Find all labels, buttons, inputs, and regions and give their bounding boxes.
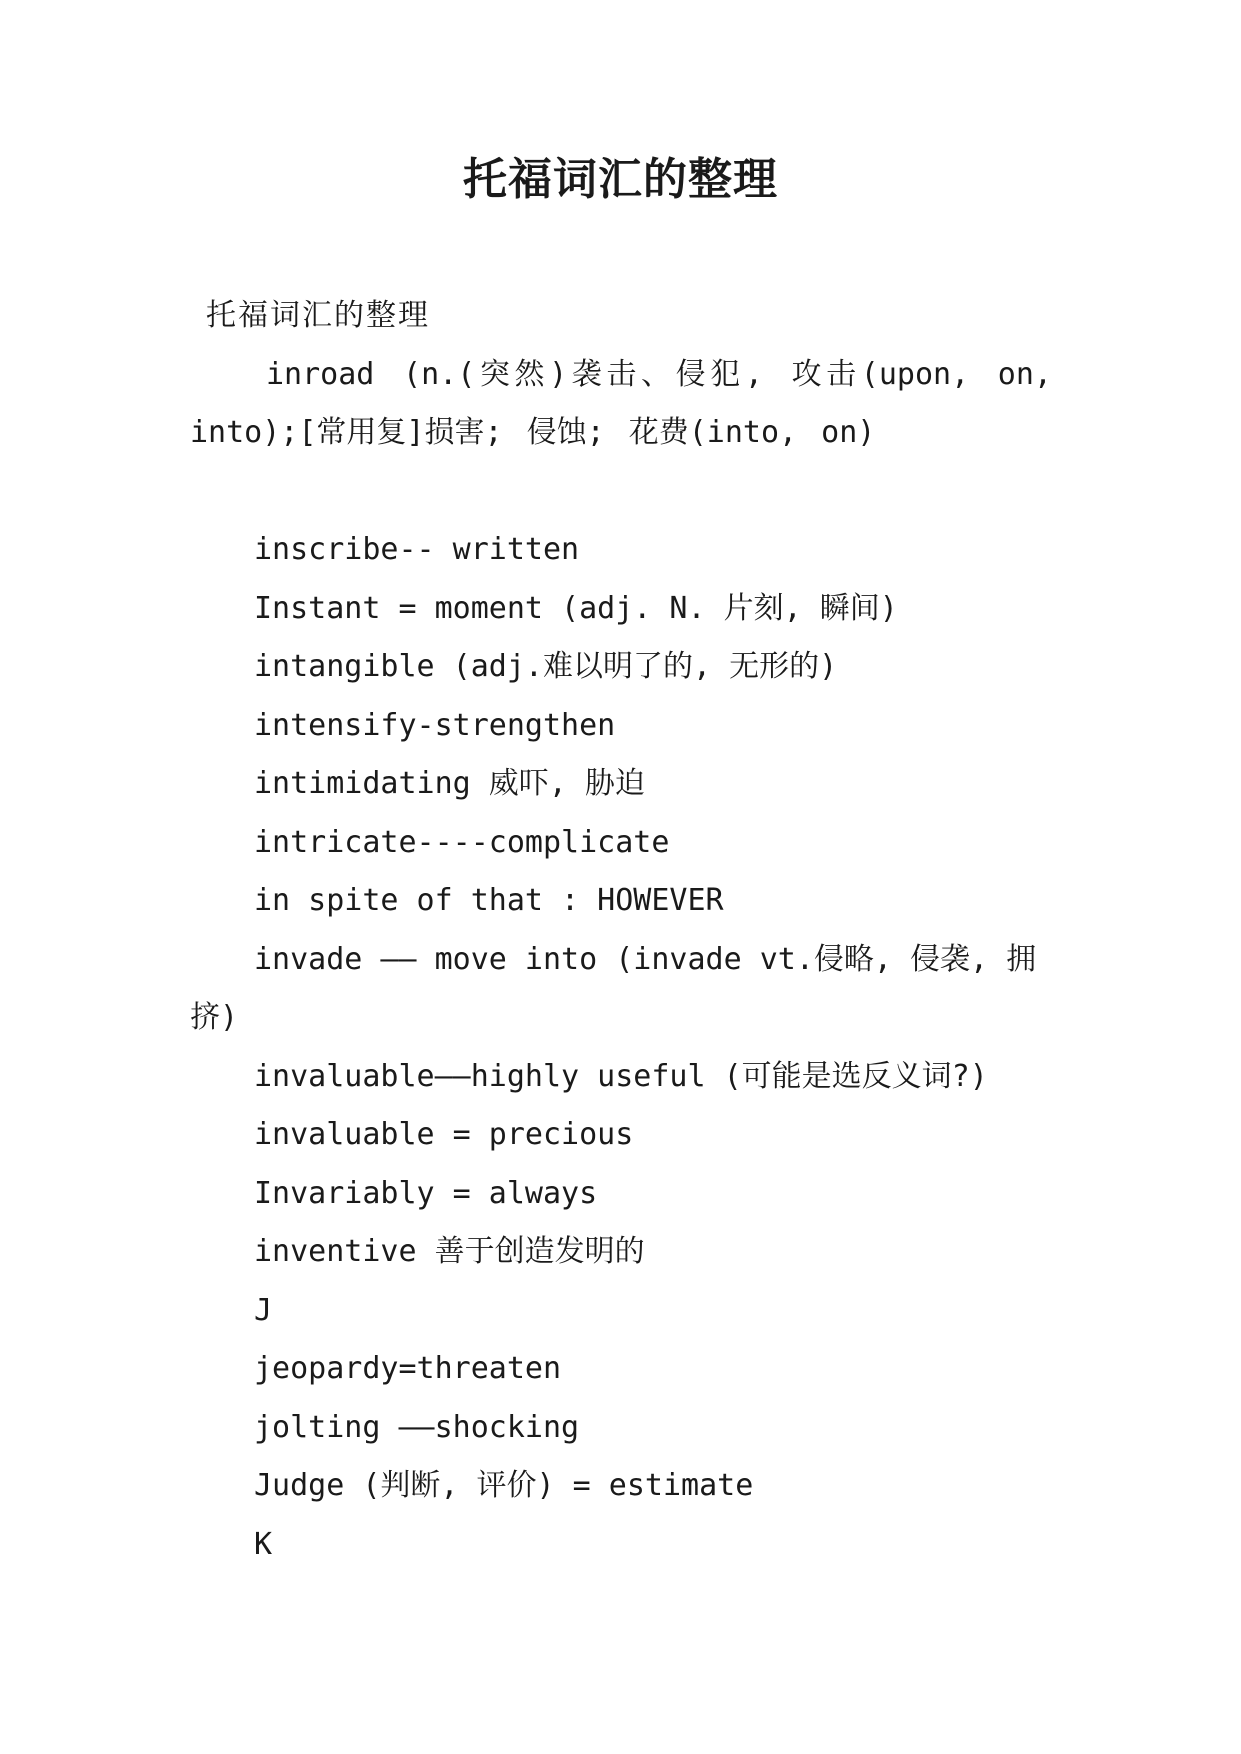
vocab-entry: intensify-strengthen <box>254 707 616 743</box>
blank-line <box>190 463 1052 522</box>
vocab-entry: Instant = moment (adj. N. 片刻, 瞬间) <box>254 590 898 626</box>
vocab-entry: Judge (判断, 评价) = estimate <box>254 1468 754 1503</box>
vocab-entry: jolting ——shocking <box>254 1409 580 1445</box>
vocab-entry: in spite of that : HOWEVER <box>254 883 724 918</box>
vocab-entry: intangible (adj.难以明了的, 无形的) <box>254 649 838 684</box>
vocab-entry: invade —— move into (invade vt.侵略, 侵袭, 拥挤) <box>190 941 1037 1035</box>
letter-heading: J <box>254 1292 273 1328</box>
vocab-entry: intimidating 威吓, 胁迫 <box>254 766 645 801</box>
vocab-entry: Invariably = always <box>254 1175 598 1211</box>
vocab-entry: jeopardy=threaten <box>254 1351 562 1386</box>
vocab-entry: inventive 善于创造发明的 <box>254 1234 645 1269</box>
vocab-entry: intricate----complicate <box>254 824 670 860</box>
vocab-entry: invaluable = precious <box>254 1117 634 1152</box>
intro-paragraph: inroad (n.(突然)袭击、侵犯, 攻击(upon, on, into);[常用复]损害; 侵蚀; 花费(into, on) <box>190 356 1052 450</box>
document-title: 托福词汇的整理 <box>463 154 778 205</box>
vocab-entry: inscribe-- written <box>254 532 580 567</box>
vocab-entry: invaluable——highly useful (可能是选反义词?) <box>254 1058 988 1094</box>
document-body <box>190 287 1052 1574</box>
section-heading: 托福词汇的整理 <box>206 298 430 333</box>
letter-heading: K <box>254 1526 273 1562</box>
